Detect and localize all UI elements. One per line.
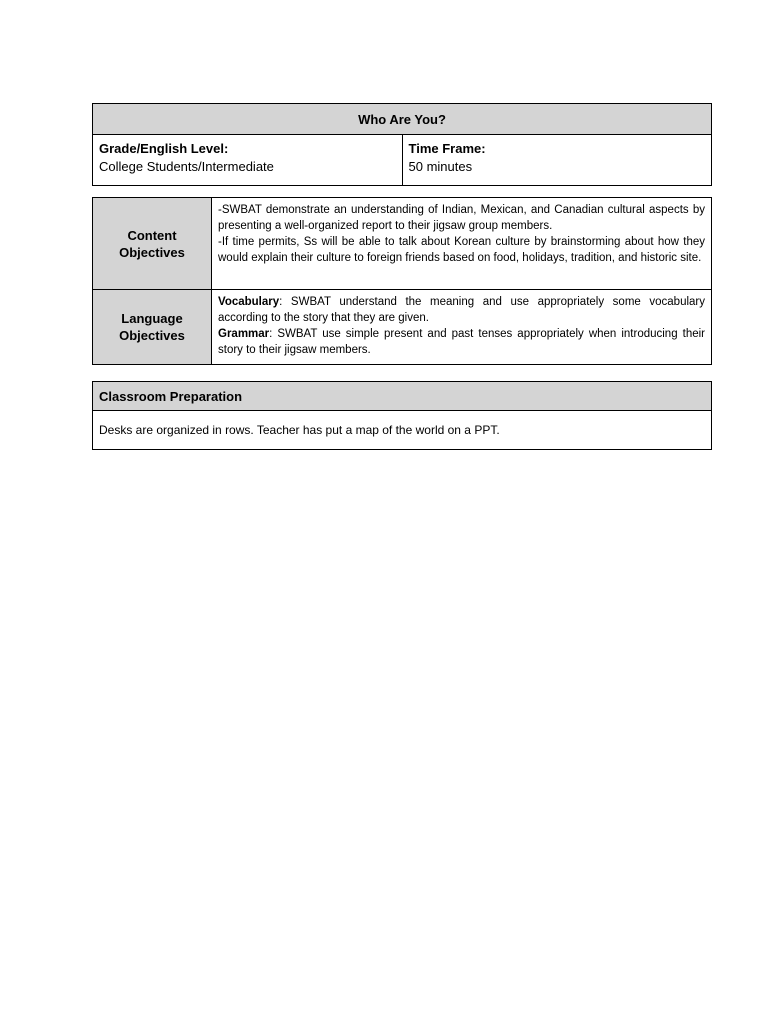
vocabulary-text: : SWBAT understand the meaning and use appropriately some vocabulary according to the story that they are given. (218, 296, 705, 324)
objectives-table (92, 197, 712, 365)
grade-value: College Students/Intermediate (99, 159, 274, 174)
content-objectives-row (93, 198, 712, 290)
language-label-line1: Language (121, 311, 183, 326)
language-objectives-text (212, 290, 712, 365)
classroom-preparation-table (92, 381, 712, 450)
classroom-preparation-header: Classroom Preparation (93, 382, 712, 411)
vocabulary-objective (218, 294, 705, 326)
lesson-title: Who Are You? (93, 104, 712, 135)
content-objective-item: -If time permits, Ss will be able to talk about Korean culture by brainstorming about how they would explain their culture to foreign friends based on food, holidays, tradition, and historic site. (218, 236, 705, 264)
content-label-line2: Objectives (119, 244, 185, 260)
time-frame-label: Time Frame: (408, 141, 486, 156)
content-objectives-text (212, 198, 712, 290)
grammar-objective (218, 326, 705, 358)
grade-label: Grade/English Level: (99, 141, 229, 156)
vocabulary-lead: Vocabulary (218, 296, 280, 308)
language-objectives-row (93, 290, 712, 365)
time-frame-cell (402, 135, 712, 186)
grammar-text: : SWBAT use simple present and past tenses appropriately when introducing their story to their jigsaw members. (218, 328, 705, 356)
language-objectives-label (93, 290, 212, 365)
classroom-preparation-body: Desks are organized in rows. Teacher has put a map of the world on a PPT. (93, 411, 712, 450)
language-label-line2: Objectives (119, 328, 185, 343)
grade-cell (93, 135, 403, 186)
lesson-info-table (92, 103, 712, 186)
content-objective-item: -SWBAT demonstrate an understanding of Indian, Mexican, and Canadian cultural aspects by presenting a well-organized report to their jigsaw group members. (218, 204, 705, 232)
time-frame-value: 50 minutes (408, 159, 473, 174)
content-label-line1: Content (127, 227, 177, 243)
grammar-lead: Grammar (218, 328, 270, 340)
content-objectives-label (93, 198, 212, 290)
